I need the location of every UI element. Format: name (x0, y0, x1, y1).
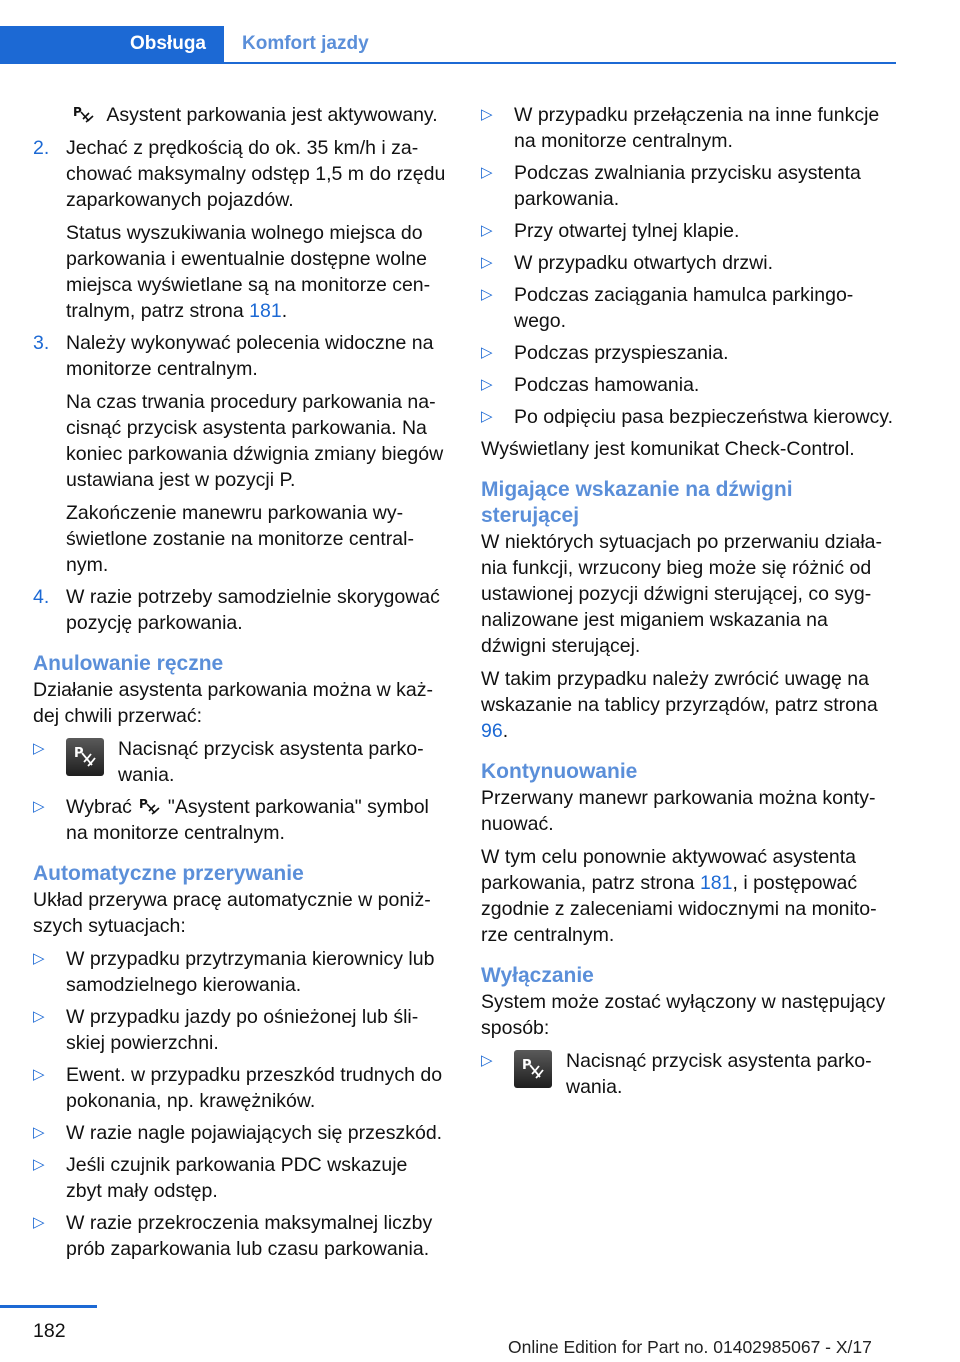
parking-button-icon (66, 738, 104, 776)
list-item: ▷ Podczas hamowania. (481, 374, 700, 396)
list-item: ▷ W razie przekroczenia maksymalnej liczby prób zaparkowania lub czasu parkowania. (33, 1212, 433, 1260)
bullet-icon: ▷ (481, 164, 493, 181)
heading-migajace: Migające wskazanie na dźwigni sterującej (481, 478, 793, 527)
parking-assistant-icon (138, 796, 162, 816)
list-item: ▷ Ewent. w przypadku przeszkód trudnych do pokonania, np. krawężników. (33, 1064, 443, 1112)
paragraph: W tym celu ponownie aktywować asystenta parkowania, patrz strona 181, i postępować zgodnie z zaleceniami widocznymi na monitorze centralnym. (481, 846, 877, 946)
list-item: ▷ Przy otwartej tylnej klapie. (481, 220, 740, 242)
list-item: ▷ Podczas zwalniania przycisku asystenta parkowania. (481, 162, 861, 210)
list-item: ▷ W przypadku przytrzymania kierownicy lub samodzielnego kierowania. (33, 948, 435, 996)
paragraph: System może zostać wyłączony w następujący sposób: (481, 991, 886, 1039)
intro-text: Asystent parkowania jest aktywowany. (106, 104, 438, 126)
bullet-icon: ▷ (33, 798, 45, 815)
step-number: 2. (33, 137, 50, 159)
step-text: Jechać z prędkością do ok. 35 km/h i zachować maksymalny odstęp 1,5 m do rzędu zaparkowanych pojazdów. (66, 137, 446, 211)
list-item: ▷ Podczas zaciągania hamulca parkingowego. (481, 284, 854, 332)
paragraph: Przerwany manewr parkowania można kontynuować. (481, 787, 876, 835)
bullet-icon: ▷ (481, 286, 493, 303)
list-item: ▷ W przypadku przełączenia na inne funkcje na monitorze centralnym. (481, 104, 880, 152)
svg-text:P: P (522, 1058, 532, 1073)
step-subtext: Zakończenie manewru parkowania wyświetlone zostanie na monitorze centralnym. (66, 502, 414, 576)
step-subtext: Status wyszukiwania wolnego miejsca do parkowania i ewentualnie dostępne wolne miejsca wyświetlane są na monitorze centralnym, patrz strona 181. (66, 222, 431, 322)
bullet-icon: ▷ (33, 740, 45, 757)
page-link-181[interactable]: 181 (249, 300, 282, 322)
list-item: ▷ W przypadku otwartych drzwi. (481, 252, 773, 274)
list-item-text: Nacisnąć przycisk asystenta parkowania. (566, 1050, 872, 1098)
list-item (33, 736, 448, 788)
bullet-icon: ▷ (481, 222, 493, 239)
list-item: ▷ Wybrać P "Asystent parkowania" symbol na monitorze centralnym. (33, 796, 429, 844)
footer-divider (0, 1305, 97, 1308)
step-text: W razie potrzeby samodzielnie skorygować pozycję parkowania. (66, 586, 440, 634)
parking-assistant-icon (72, 104, 96, 124)
bullet-icon: ▷ (33, 1124, 45, 1141)
bullet-icon: ▷ (33, 1214, 45, 1231)
step-text: Należy wykonywać polecenia widoczne na monitorze centralnym. (66, 332, 434, 380)
svg-text:P: P (74, 746, 84, 761)
left-column (33, 102, 448, 1268)
bullet-icon: ▷ (33, 1066, 45, 1083)
paragraph: W niektórych sytuacjach po przerwaniu działania funkcji, wrzucony bieg może się różnić od ustawionej pozycji dźwigni sterującej, co sygnalizowane jest miganiem wskazania na dźwigni sterującej. (481, 531, 883, 657)
step-3 (33, 330, 448, 578)
list-item: ▷ Jeśli czujnik parkowania PDC wskazuje zbyt mały odstęp. (33, 1154, 408, 1202)
list-item: ▷ Podczas przyspieszania. (481, 342, 729, 364)
tab-obsluga[interactable]: Obsługa (0, 26, 224, 62)
paragraph: W takim przypadku należy zwrócić uwagę na wskazanie na tablicy przyrządów, patrz strona 96. (481, 668, 878, 742)
bullet-icon: ▷ (481, 1052, 493, 1069)
list-item: ▷ W razie nagle pojawiających się przeszkód. (33, 1122, 443, 1144)
step-number: 3. (33, 332, 50, 354)
heading-anulowanie: Anulowanie ręczne (33, 652, 224, 675)
bullet-icon: ▷ (481, 344, 493, 361)
step-subtext: Na czas trwania procedury parkowania nacisnąć przycisk asystenta parkowania. Na koniec parkowania dźwignia zmiany biegów ustawiana jest w pozycji P. (66, 391, 444, 491)
heading-wylaczanie: Wyłączanie (481, 964, 594, 987)
intro-line (33, 102, 448, 128)
paragraph: Układ przerywa pracę automatycznie w poniższych sytuacjach: (33, 889, 431, 937)
step-4 (33, 584, 448, 636)
edition-note: Online Edition for Part no. 01402985067 - X/17 (508, 1337, 872, 1357)
list-item (481, 1048, 896, 1100)
paragraph: Działanie asystenta parkowania można w każdej chwili przerwać: (33, 679, 433, 727)
list-item-text: Nacisnąć przycisk asystenta parkowania. (118, 738, 424, 786)
bullet-icon: ▷ (33, 950, 45, 967)
bullet-icon: ▷ (481, 408, 493, 425)
bullet-icon: ▷ (481, 254, 493, 271)
list-item: ▷ Po odpięciu pasa bezpieczeństwa kierowcy. (481, 406, 894, 428)
bullet-icon: ▷ (33, 1156, 45, 1173)
step-number: 4. (33, 586, 50, 608)
page-link-96[interactable]: 96 (481, 720, 503, 742)
step-2 (33, 135, 448, 324)
page-link-181[interactable]: 181 (699, 872, 733, 894)
svg-text:P: P (73, 105, 82, 119)
header-tabs (0, 26, 896, 64)
page-number: 182 (33, 1320, 66, 1342)
right-column (481, 102, 896, 1106)
bullet-icon: ▷ (33, 1008, 45, 1025)
heading-automatyczne: Automatyczne przerywanie (33, 862, 304, 885)
check-control-note: Wyświetlany jest komunikat Check-Control. (481, 438, 855, 460)
list-item: ▷ W przypadku jazdy po ośnieżonej lub śliskiej powierzchni. (33, 1006, 419, 1054)
svg-text:P: P (138, 797, 148, 811)
bullet-icon: ▷ (481, 106, 493, 123)
heading-kontynuowanie: Kontynuowanie (481, 760, 638, 783)
bullet-icon: ▷ (481, 376, 493, 393)
tab-komfort-jazdy[interactable]: Komfort jazdy (242, 33, 369, 54)
parking-button-icon (514, 1050, 552, 1088)
